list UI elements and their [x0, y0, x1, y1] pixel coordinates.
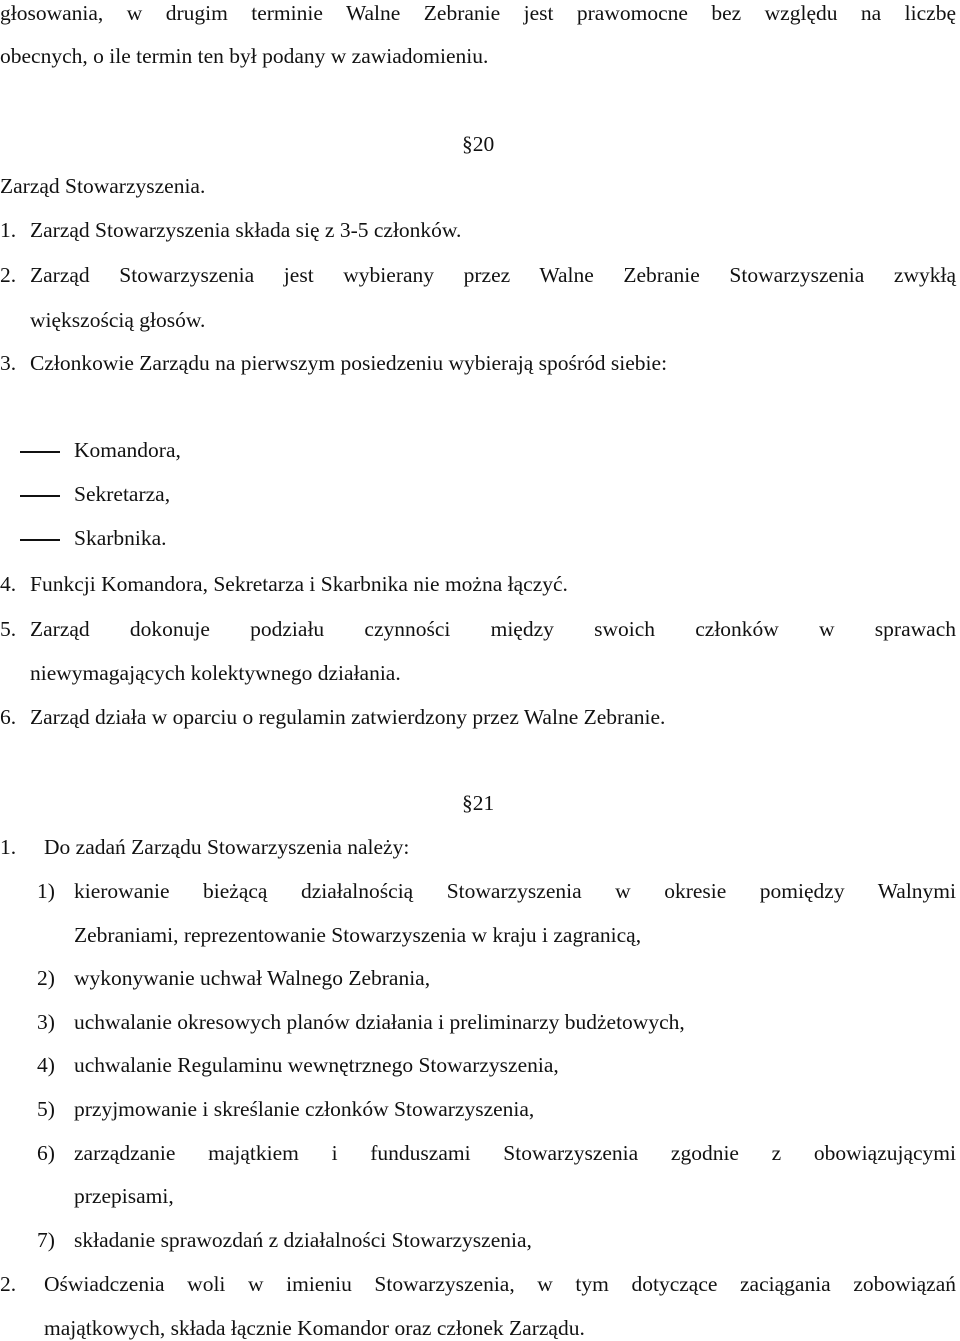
role-item: Sekretarza,: [74, 482, 171, 506]
item-text: Zarząd działa w oparciu o regulamin zatwierdzony przez Walne Zebranie.: [30, 705, 666, 729]
item-text: Funkcji Komandora, Sekretarza i Skarbnika nie można łączyć.: [30, 572, 568, 596]
role-item: Komandora,: [74, 438, 181, 462]
item-text-continuation: większością głosów.: [30, 308, 206, 332]
intro-line-1: głosowania, w drugim terminie Walne Zebranie jest prawomocne bez względu na liczbę: [0, 1, 956, 25]
item-number: 6.: [0, 705, 17, 729]
task-text: składanie sprawozdań z działalności Stowarzyszenia,: [74, 1228, 532, 1252]
item-text: Zarząd Stowarzyszenia składa się z 3-5 członków.: [30, 218, 462, 242]
task-text: uchwalanie Regulaminu wewnętrznego Stowarzyszenia,: [74, 1053, 559, 1077]
item-text: Zarząd dokonuje podziału czynności między swoich członków w sprawach: [30, 617, 956, 641]
task-text-continuation: Zebraniami, reprezentowanie Stowarzyszenia w kraju i zagranicą,: [74, 923, 642, 947]
paragraph-text-continuation: majątkowych, składa łącznie Komandor oraz członek Zarządu.: [44, 1316, 585, 1340]
role-item: Skarbnika.: [74, 526, 167, 550]
paragraph-number: 1.: [0, 835, 17, 859]
section-sign: §: [462, 791, 473, 815]
section-20-title: Zarząd Stowarzyszenia.: [0, 174, 206, 198]
task-text: przyjmowanie i skreślanie członków Stowarzyszenia,: [74, 1097, 535, 1121]
item-number: 1.: [0, 218, 17, 242]
task-number: 3): [37, 1010, 55, 1034]
section-sign: §: [462, 132, 473, 156]
item-number: 3.: [0, 351, 17, 375]
task-number: 6): [37, 1141, 55, 1165]
task-text: wykonywanie uchwał Walnego Zebrania,: [74, 966, 431, 990]
task-number: 4): [37, 1053, 55, 1077]
task-number: 1): [37, 879, 55, 903]
paragraph-number: 2.: [0, 1272, 17, 1296]
task-text: zarządzanie majątkiem i funduszami Stowarzyszenia zgodnie z obowiązującymi: [74, 1141, 956, 1165]
dash-bullet: [20, 495, 60, 497]
task-text: kierowanie bieżącą działalnością Stowarzyszenia w okresie pomiędzy Walnymi: [74, 879, 956, 903]
item-number: 5.: [0, 617, 17, 641]
task-number: 5): [37, 1097, 55, 1121]
item-number: 4.: [0, 572, 17, 596]
dash-bullet: [20, 451, 60, 453]
paragraph-text: Oświadczenia woli w imieniu Stowarzyszenia, w tym dotyczące zaciągania zobowiązań: [44, 1272, 956, 1296]
item-number: 2.: [0, 263, 17, 287]
task-number: 7): [37, 1228, 55, 1252]
task-text: uchwalanie okresowych planów działania i preliminarzy budżetowych,: [74, 1010, 685, 1034]
section-20-number: 20: [472, 132, 495, 156]
section-21-number: 21: [472, 791, 495, 815]
item-text: Zarząd Stowarzyszenia jest wybierany przez Walne Zebranie Stowarzyszenia zwykłą: [30, 263, 956, 287]
task-number: 2): [37, 966, 55, 990]
paragraph-text: Do zadań Zarządu Stowarzyszenia należy:: [44, 835, 410, 859]
item-text-continuation: niewymagających kolektywnego działania.: [30, 661, 401, 685]
intro-line-2: obecnych, o ile termin ten był podany w zawiadomieniu.: [0, 44, 489, 68]
section-20-symbol: [462, 131, 494, 157]
section-21-symbol: [462, 790, 494, 816]
task-text-continuation: przepisami,: [74, 1184, 174, 1208]
dash-bullet: [20, 539, 60, 541]
item-text: Członkowie Zarządu na pierwszym posiedzeniu wybierają spośród siebie:: [30, 351, 668, 375]
